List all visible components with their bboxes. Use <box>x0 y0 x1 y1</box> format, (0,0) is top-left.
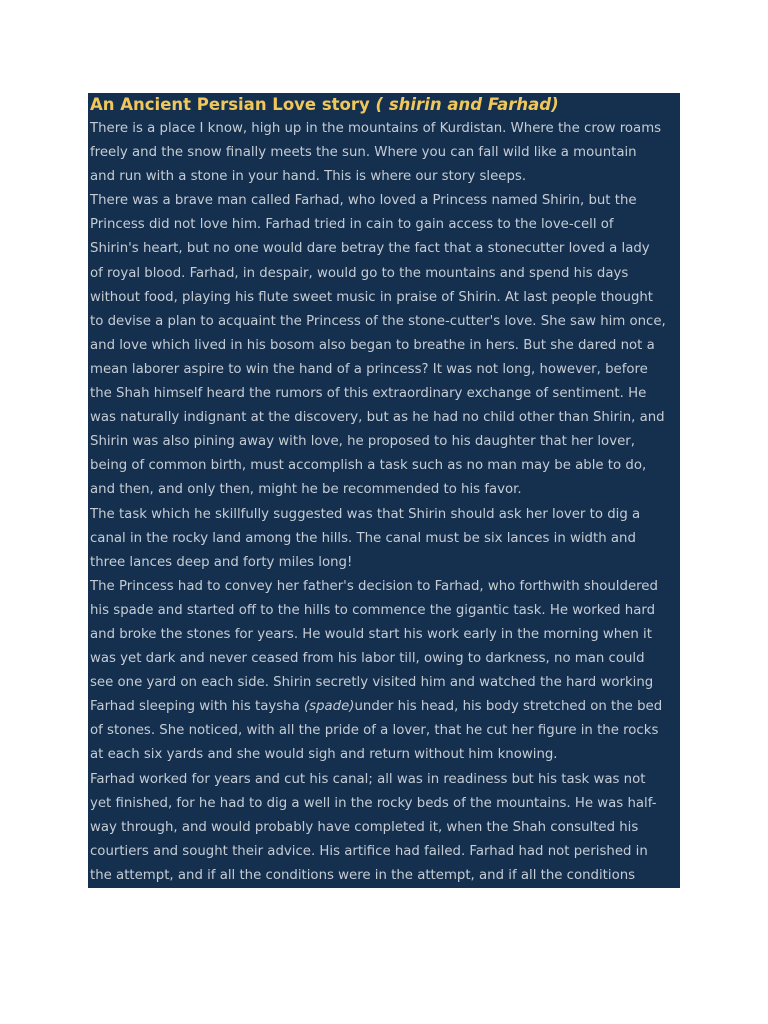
text-line: mean laborer aspire to win the hand of a princess? It was not long, however, before <box>90 361 648 377</box>
text-line: and broke the stones for years. He would start his work early in the morning when it <box>90 626 652 642</box>
text-line: three lances deep and forty miles long! <box>90 554 353 570</box>
text-line: of stones. She noticed, with all the pride of a lover, that he cut her figure in the rocks <box>90 723 659 739</box>
text-line: way through, and would probably have completed it, when the Shah consulted his <box>90 819 639 835</box>
text-line <box>90 695 678 719</box>
paragraph-canal <box>90 768 678 888</box>
text-line: Farhad worked for years and cut his canal; all was in readiness but his task was not <box>90 771 646 787</box>
text-line: and then, and only then, might he be recommended to his favor. <box>90 482 522 498</box>
story-title <box>90 93 678 117</box>
text-fragment: Farhad sleeping with his taysha <box>90 699 304 715</box>
text-line: and love which lived in his bosom also began to breathe in hers. But she dared not a <box>90 337 655 353</box>
paragraph-intro <box>90 117 678 189</box>
text-line: see one yard on each side. Shirin secretly visited him and watched the hard working <box>90 675 654 691</box>
text-line: Shirin was also pining away with love, he proposed to his daughter that her lover, <box>90 434 635 450</box>
text-line: Shirin's heart, but no one would dare betray the fact that a stonecutter loved a lady <box>90 241 650 257</box>
text-line: the attempt, and if all the conditions were in the attempt, and if all the conditions <box>90 867 636 883</box>
text-line: The Princess had to convey her father's decision to Farhad, who forthwith shouldered <box>90 578 658 594</box>
text-line: freely and the snow finally meets the sun. Where you can fall wild like a mountain <box>90 145 637 161</box>
text-line: his spade and started off to the hills to commence the gigantic task. He worked hard <box>90 602 656 618</box>
text-line: yet finished, for he had to dig a well in the rocky beds of the mountains. He was half- <box>90 795 657 811</box>
text-line: was naturally indignant at the discovery, but as he had no child other than Shirin, and <box>90 410 665 426</box>
text-line: without food, playing his flute sweet music in praise of Shirin. At last people thought <box>90 289 654 305</box>
text-line: courtiers and sought their advice. His artifice had failed. Farhad had not perished in <box>90 843 648 859</box>
text-line: There was a brave man called Farhad, who loved a Princess named Shirin, but the <box>90 193 637 209</box>
text-line: to devise a plan to acquaint the Princess of the stone-cutter's love. She saw him once, <box>90 313 666 329</box>
paragraph-labor <box>90 575 678 768</box>
text-fragment: under his head, his body stretched on the bed <box>354 699 663 715</box>
text-line: Princess did not love him. Farhad tried in cain to gain access to the love-cell of <box>90 217 614 233</box>
text-line: and run with a stone in your hand. This is where our story sleeps. <box>90 169 527 185</box>
text-line: being of common birth, must accomplish a task such as no man may be able to do, <box>90 458 647 474</box>
story-panel <box>88 93 680 888</box>
text-line: of royal blood. Farhad, in despair, would go to the mountains and spend his days <box>90 265 629 281</box>
title-main: An Ancient Persian Love story <box>90 95 376 114</box>
title-subtitle: ( shirin and Farhad) <box>375 95 559 114</box>
italic-term: (spade) <box>303 699 355 715</box>
text-line: canal in the rocky land among the hills. The canal must be six lances in width and <box>90 530 636 546</box>
text-line: at each six yards and she would sigh and return without him knowing. <box>90 747 558 763</box>
text-line: the Shah himself heard the rumors of this extraordinary exchange of sentiment. He <box>90 386 647 402</box>
paragraph-task <box>90 503 678 575</box>
paragraph-farhad-shirin <box>90 189 678 502</box>
text-line: There is a place I know, high up in the mountains of Kurdistan. Where the crow roams <box>90 121 662 136</box>
text-line: The task which he skillfully suggested was that Shirin should ask her lover to dig a <box>90 506 641 522</box>
text-line: was yet dark and never ceased from his labor till, owing to darkness, no man could <box>90 651 645 667</box>
